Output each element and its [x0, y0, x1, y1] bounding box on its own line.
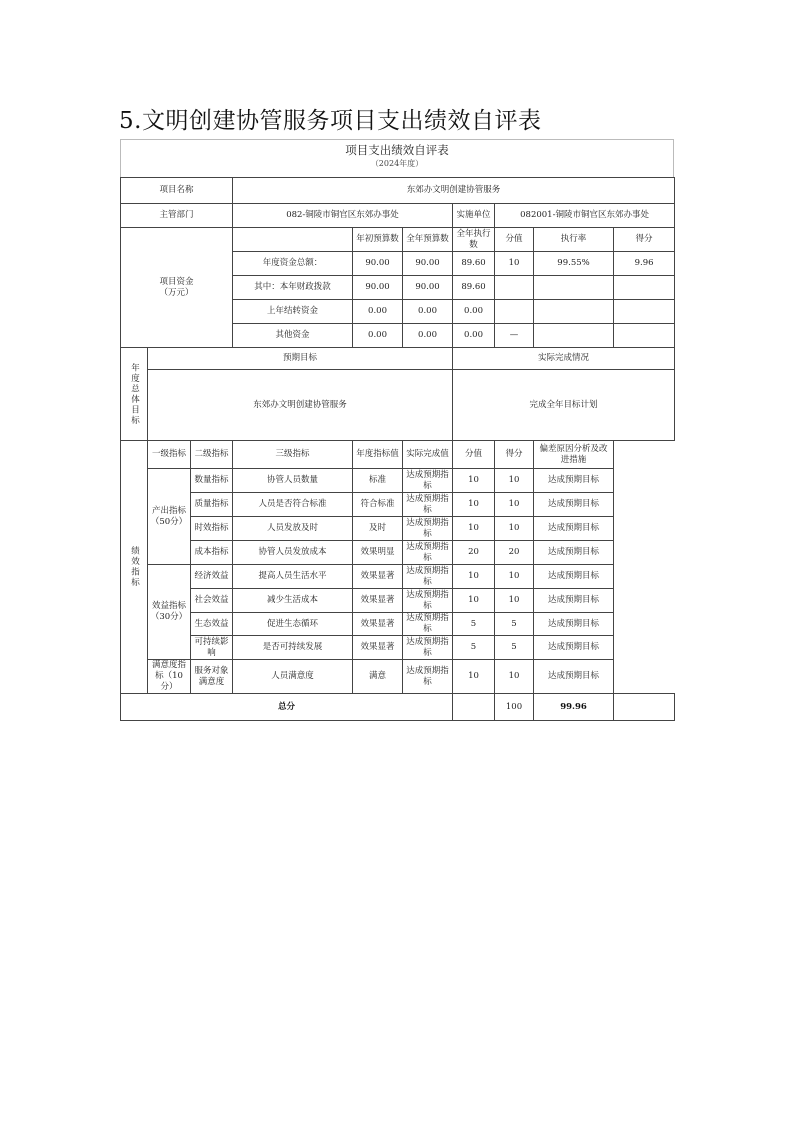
indicator-level3: 促进生态循环	[233, 613, 353, 636]
indicator-score: 10	[495, 660, 534, 694]
indicator-row	[121, 541, 675, 565]
indicator-weight: 10	[453, 517, 495, 541]
indicator-target: 效果显著	[353, 589, 403, 613]
indicator-actual: 达成预期指标	[403, 589, 453, 613]
indicator-row	[121, 493, 675, 517]
indicator-note: 达成预期目标	[534, 660, 614, 694]
indicator-note: 达成预期目标	[534, 541, 614, 565]
funds-header-weight: 分值	[495, 228, 534, 252]
indicator-score: 10	[495, 517, 534, 541]
indicator-actual: 达成预期指标	[403, 517, 453, 541]
indicator-score: 5	[495, 613, 534, 636]
funds-score	[614, 276, 675, 300]
indicator-level3: 提高人员生活水平	[233, 565, 353, 589]
funds-section-label	[121, 228, 233, 348]
goals-content-row	[121, 370, 675, 441]
indicator-level3: 协管人员数量	[233, 469, 353, 493]
funds-weight: —	[495, 324, 534, 348]
funds-rate	[534, 300, 614, 324]
indicator-actual: 达成预期指标	[403, 660, 453, 694]
impl-value: 082001-铜陵市铜官区东郊办事处	[495, 204, 675, 228]
project-name-label: 项目名称	[121, 178, 233, 204]
indicator-level3: 是否可持续发展	[233, 636, 353, 660]
funds-annual: 90.00	[403, 252, 453, 276]
indicator-target: 效果明显	[353, 541, 403, 565]
indicator-level2: 服务对象满意度	[191, 660, 233, 694]
indicators-section-text: 绩效指标	[129, 546, 140, 588]
ind-header-actual: 实际完成值	[403, 441, 453, 469]
goals-actual-value: 完成全年目标计划	[453, 370, 675, 441]
indicator-actual: 达成预期指标	[403, 493, 453, 517]
funds-header-executed: 全年执行数	[453, 228, 495, 252]
indicator-target: 效果显著	[353, 613, 403, 636]
funds-weight	[495, 276, 534, 300]
goals-section-text: 年度总体目标	[129, 362, 140, 426]
indicator-target: 满意	[353, 660, 403, 694]
funds-rate	[534, 276, 614, 300]
indicator-weight: 5	[453, 613, 495, 636]
indicator-level3: 协管人员发放成本	[233, 541, 353, 565]
indicator-level3: 人员满意度	[233, 660, 353, 694]
ind-header-note: 偏差原因分析及改进措施	[534, 441, 614, 469]
funds-weight	[495, 300, 534, 324]
indicator-target: 效果显著	[353, 565, 403, 589]
indicator-score: 10	[495, 469, 534, 493]
indicator-weight: 5	[453, 636, 495, 660]
ind-header-level1: 一级指标	[148, 441, 191, 469]
table-year: （2024年度）	[370, 159, 424, 168]
indicator-weight: 10	[453, 565, 495, 589]
funds-row-label: 其他资金	[233, 324, 353, 348]
department-row	[121, 204, 675, 228]
funds-initial: 90.00	[353, 252, 403, 276]
funds-row-label: 其中：本年财政拨款	[233, 276, 353, 300]
funds-executed: 89.60	[453, 252, 495, 276]
indicator-level3: 人员发放及时	[233, 517, 353, 541]
total-label: 总分	[121, 694, 453, 721]
indicator-row	[121, 469, 675, 493]
goals-header-row	[121, 348, 675, 370]
indicator-actual: 达成预期指标	[403, 469, 453, 493]
indicator-level2: 成本指标	[191, 541, 233, 565]
indicator-score: 20	[495, 541, 534, 565]
impl-label: 实施单位	[453, 204, 495, 228]
indicator-level2: 数量指标	[191, 469, 233, 493]
dept-label: 主管部门	[121, 204, 233, 228]
self-evaluation-table	[120, 139, 674, 721]
funds-score	[614, 300, 675, 324]
funds-header-rate: 执行率	[534, 228, 614, 252]
indicator-level1: 满意度指标（10分）	[148, 660, 191, 694]
document-title: 5.文明创建协管服务项目支出绩效自评表	[119, 108, 542, 134]
ind-header-level3: 三级指标	[233, 441, 353, 469]
indicator-note: 达成预期目标	[534, 517, 614, 541]
indicator-weight: 10	[453, 589, 495, 613]
indicator-row	[121, 589, 675, 613]
funds-executed: 89.60	[453, 276, 495, 300]
indicator-score: 10	[495, 493, 534, 517]
funds-header-row	[121, 228, 675, 252]
total-note	[614, 694, 675, 721]
indicator-level3: 人员是否符合标准	[233, 493, 353, 517]
indicator-target: 及时	[353, 517, 403, 541]
indicator-actual: 达成预期指标	[403, 636, 453, 660]
funds-initial: 90.00	[353, 276, 403, 300]
indicator-actual: 达成预期指标	[403, 541, 453, 565]
ind-header-score: 得分	[495, 441, 534, 469]
funds-rate: 99.55%	[534, 252, 614, 276]
funds-header-initial: 年初预算数	[353, 228, 403, 252]
funds-header-annual: 全年预算数	[403, 228, 453, 252]
indicator-row	[121, 660, 675, 694]
funds-executed: 0.00	[453, 324, 495, 348]
funds-rate	[534, 324, 614, 348]
indicator-note: 达成预期目标	[534, 565, 614, 589]
funds-row-label: 上年结转资金	[233, 300, 353, 324]
funds-annual: 0.00	[403, 324, 453, 348]
indicator-target: 标准	[353, 469, 403, 493]
table-title: 项目支出绩效自评表	[345, 143, 449, 157]
indicator-weight: 10	[453, 493, 495, 517]
goals-section-label	[121, 348, 148, 441]
indicator-level2: 质量指标	[191, 493, 233, 517]
funds-score	[614, 324, 675, 348]
ind-header-target: 年度指标值	[353, 441, 403, 469]
funds-initial: 0.00	[353, 300, 403, 324]
funds-label-line1: 项目资金	[159, 276, 194, 287]
indicator-note: 达成预期目标	[534, 589, 614, 613]
indicator-level1: 产出指标（50分）	[148, 469, 191, 565]
funds-executed: 0.00	[453, 300, 495, 324]
indicator-level2: 经济效益	[191, 565, 233, 589]
funds-annual: 90.00	[403, 276, 453, 300]
indicator-score: 5	[495, 636, 534, 660]
indicator-weight: 10	[453, 660, 495, 694]
indicator-weight: 10	[453, 469, 495, 493]
indicator-actual: 达成预期指标	[403, 565, 453, 589]
table-header	[120, 139, 674, 177]
indicator-row	[121, 565, 675, 589]
goals-expected-label: 预期目标	[148, 348, 453, 370]
funds-score: 9.96	[614, 252, 675, 276]
funds-annual: 0.00	[403, 300, 453, 324]
funds-header-blank	[233, 228, 353, 252]
indicator-note: 达成预期目标	[534, 493, 614, 517]
evaluation-grid	[120, 177, 675, 721]
goals-actual-label: 实际完成情况	[453, 348, 675, 370]
indicator-level2: 时效指标	[191, 517, 233, 541]
indicator-level3: 减少生活成本	[233, 589, 353, 613]
ind-header-weight: 分值	[453, 441, 495, 469]
indicator-target: 效果显著	[353, 636, 403, 660]
indicator-level2: 可持续影响	[191, 636, 233, 660]
funds-row-label: 年度资金总额：	[233, 252, 353, 276]
indicator-row	[121, 517, 675, 541]
indicator-row	[121, 613, 675, 636]
funds-label-line2: （万元）	[159, 287, 194, 298]
indicator-note: 达成预期目标	[534, 636, 614, 660]
indicator-target: 符合标准	[353, 493, 403, 517]
goals-expected-value: 东郊办文明创建协管服务	[148, 370, 453, 441]
ind-header-level2: 二级指标	[191, 441, 233, 469]
indicator-level1: 效益指标（30分）	[148, 565, 191, 660]
total-score: 99.96	[534, 694, 614, 721]
indicator-weight: 20	[453, 541, 495, 565]
funds-weight: 10	[495, 252, 534, 276]
funds-header-score: 得分	[614, 228, 675, 252]
indicator-actual: 达成预期指标	[403, 613, 453, 636]
funds-initial: 0.00	[353, 324, 403, 348]
project-name-row	[121, 178, 675, 204]
total-weight: 100	[495, 694, 534, 721]
indicator-score: 10	[495, 565, 534, 589]
indicator-note: 达成预期目标	[534, 613, 614, 636]
indicators-section-label	[121, 441, 148, 694]
total-blank	[453, 694, 495, 721]
indicator-row	[121, 636, 675, 660]
indicator-level2: 社会效益	[191, 589, 233, 613]
indicator-score: 10	[495, 589, 534, 613]
project-name-value: 东郊办文明创建协管服务	[233, 178, 675, 204]
dept-value: 082-铜陵市铜官区东郊办事处	[233, 204, 453, 228]
total-row	[121, 694, 675, 721]
indicator-level2: 生态效益	[191, 613, 233, 636]
indicators-header-row	[121, 441, 675, 469]
indicator-note: 达成预期目标	[534, 469, 614, 493]
